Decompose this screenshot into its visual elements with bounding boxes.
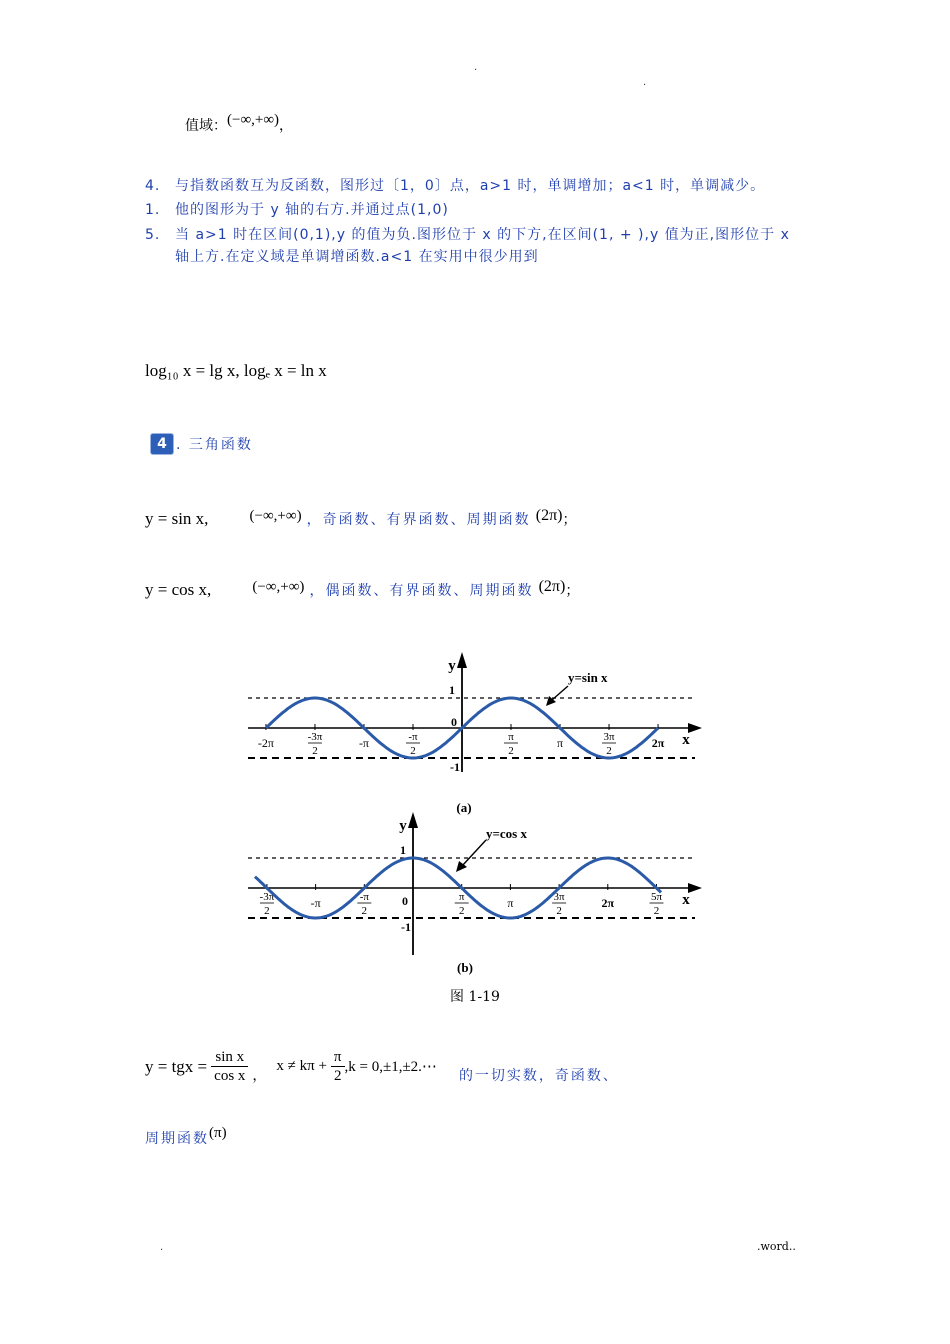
sin-interval: (−∞,+∞) [249, 508, 302, 524]
section-number-badge: 4 [150, 433, 174, 455]
figure-caption: 图 1-19 [450, 989, 500, 1005]
sin-desc: ，奇函数、有界函数、周期函数 [306, 512, 531, 528]
cos-line [145, 578, 579, 600]
cos-end: ； [565, 583, 580, 599]
x-axis-label: x [682, 892, 690, 908]
x-tick-label-num: 3π [603, 731, 615, 743]
cos-desc: ，偶函数、有界函数、周期函数 [309, 583, 534, 599]
x-tick-label-num: -3π [259, 891, 275, 903]
y-label-zero: 0 [451, 715, 457, 729]
x-tick-label-num: -π [359, 891, 369, 903]
sine-chart [240, 650, 710, 825]
section-title: . 三角函数 [176, 437, 253, 453]
x-tick-label: -π [310, 896, 321, 910]
x-tick-label: 2π [651, 736, 665, 750]
x-tick-label-den: 2 [458, 905, 465, 917]
annotation-arrow-line [462, 840, 486, 866]
y-label-minus-one: -1 [401, 920, 411, 934]
annotation-label: y=sin x [568, 670, 608, 685]
sin-line [145, 507, 577, 529]
cos-period: (2π) [538, 578, 566, 595]
item-1 [145, 199, 835, 221]
footer-dot: . [160, 1242, 164, 1253]
x-tick-label: π [556, 736, 564, 750]
tan-line [145, 1048, 619, 1085]
tan-period: (π) [209, 1125, 227, 1141]
range-interval: (−∞,+∞) [227, 112, 280, 128]
item-number: 1. [145, 202, 161, 218]
tan-numerator: sin x [211, 1048, 248, 1067]
tan-lhs: y = tgx = [145, 1056, 208, 1076]
cos-interval: (−∞,+∞) [252, 579, 305, 595]
item-text: 当 a>1 时在区间(0,1),y 的值为负.图形位于 x 的下方,在区间(1, + ),y 值为正,图形位于 x [175, 227, 790, 243]
range-comma: ， [279, 118, 294, 134]
sin-end: ； [562, 512, 577, 528]
x-tick-label: -2π [257, 736, 274, 750]
item-4 [145, 175, 835, 197]
x-tick-label-den: 2 [508, 745, 514, 757]
annotation-label: y=cos x [486, 826, 527, 841]
tan-condition-right: ,k = 0,±1,±2.⋯ [344, 1059, 437, 1075]
x-tick-label-den: 2 [312, 745, 318, 757]
tan-fraction [211, 1048, 248, 1085]
y-label-one: 1 [400, 843, 406, 857]
x-tick-label: 2π [601, 896, 615, 910]
log-formula: log₁₀ x = lg x, logₑ x = ln x [145, 361, 327, 380]
y-label-minus-one: -1 [450, 760, 460, 774]
y-label-one: 1 [449, 683, 455, 697]
item-number: 4. [145, 178, 161, 194]
item-5 [145, 224, 835, 268]
tan-condition-numerator: π [331, 1048, 345, 1067]
x-tick-label-num: -π [408, 731, 418, 743]
x-axis-arrow [688, 883, 702, 893]
tan-condition-left: x ≠ kπ + [276, 1058, 327, 1074]
y-axis-label: y [399, 818, 407, 834]
x-tick-label-num: 5π [650, 891, 663, 903]
tan-denominator: cos x [214, 1068, 246, 1084]
panel-title: (a) [456, 800, 472, 815]
item-text: 他的图形为于 y 轴的右方.并通过点(1,0) [175, 202, 449, 218]
x-axis-label: x [682, 732, 690, 748]
y-label-zero: 0 [402, 894, 408, 908]
cos-formula: y = cos x, [145, 580, 212, 599]
footer-mark: .word.. [757, 1240, 796, 1253]
x-tick-label-den: 2 [361, 905, 368, 917]
item-text-continued: 轴上方.在定义域是单调增函数.a<1 在实用中很少用到 [175, 249, 539, 265]
panel-title: (b) [457, 960, 473, 975]
sin-period: (2π) [535, 507, 563, 524]
x-tick-label: -π [358, 736, 370, 750]
header-dot-right: . [643, 77, 647, 88]
y-axis-label: y [448, 658, 456, 674]
tan-condition-denominator: 2 [333, 1068, 342, 1084]
x-tick-label-num: π [508, 731, 514, 743]
item-number: 5. [145, 227, 161, 243]
section-heading [150, 433, 253, 455]
x-tick-label-num: -3π [307, 731, 323, 743]
x-tick-label: π [507, 896, 514, 910]
tan-condition-fraction [331, 1048, 345, 1085]
x-tick-label-den: 2 [410, 745, 416, 757]
range-line [185, 112, 293, 135]
x-tick-label-den: 2 [264, 905, 270, 917]
header-dot-left: . [474, 62, 478, 73]
tan-period-desc: 周期函数 [145, 1131, 209, 1147]
sin-formula: y = sin x, [145, 509, 209, 528]
range-label: 值域： [185, 118, 227, 134]
cosine-chart [240, 810, 710, 980]
tan-line-2 [145, 1125, 227, 1148]
x-tick-label-num: 3π [553, 891, 565, 903]
x-tick-label-den: 2 [653, 905, 660, 917]
item-text: 与指数函数互为反函数，图形过〔1，0〕点，a>1 时，单调增加；a<1 时，单调减少。 [175, 178, 766, 194]
y-axis-arrow [408, 812, 418, 828]
x-tick-label-num: π [458, 891, 465, 903]
tan-comma: ， [252, 1068, 267, 1084]
x-tick-label-den: 2 [556, 905, 562, 917]
y-axis-arrow [457, 652, 467, 668]
tan-desc: 的一切实数，奇函数、 [458, 1068, 619, 1084]
x-axis-arrow [688, 723, 702, 733]
x-tick-label-den: 2 [606, 745, 612, 757]
